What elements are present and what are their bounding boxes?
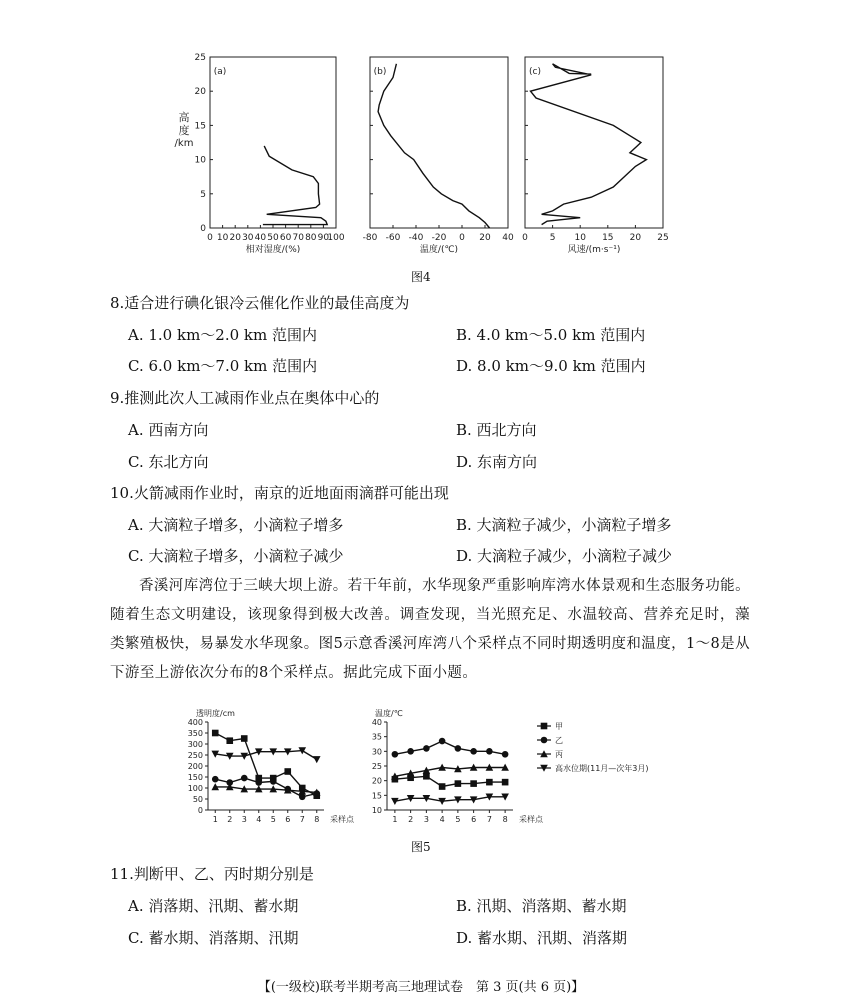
x-tick-label: 70 bbox=[292, 233, 304, 243]
data-point-square bbox=[226, 737, 233, 744]
x-tick-label: 30 bbox=[242, 233, 254, 243]
question-8-stem: 8.适合进行碘化银冷云催化作业的最佳高度为 bbox=[110, 294, 410, 312]
x-tick-label: 3 bbox=[241, 815, 247, 824]
x-tick-label: 8 bbox=[502, 815, 508, 824]
x-tick-label: -80 bbox=[362, 233, 378, 243]
x-tick-label: 20 bbox=[229, 233, 241, 243]
x-tick-label: 90 bbox=[317, 233, 330, 243]
panel-tag: (a) bbox=[213, 67, 227, 77]
figure-5-chart bbox=[372, 708, 649, 824]
x-tick-label: 100 bbox=[327, 233, 345, 243]
x-tick-label: -40 bbox=[408, 233, 424, 243]
profile-line bbox=[378, 64, 490, 228]
x-tick-label: 20 bbox=[479, 233, 491, 243]
passage-text: 香溪河库湾位于三峡大坝上游。若干年前，水华现象严重影响库湾水体景观和生态服务功能。随着生态文明建设，该现象得到极大改善。调查发现，当光照充足、水温较高、营养充足时，藻类繁殖极快，易暴发水华现象。图5示意香溪河库湾八个采样点不同时期透明度和温度，1～8是从下游至上游依次分布的8个采样点。据此完成下面小题。 bbox=[110, 578, 750, 681]
x-tick-label: -60 bbox=[385, 233, 401, 243]
y-label-line: 高 bbox=[178, 111, 190, 124]
y-tick-label: 300 bbox=[187, 740, 203, 749]
data-point-circle bbox=[439, 738, 446, 745]
y-tick-label: 10 bbox=[371, 806, 382, 815]
panel-tag: (c) bbox=[529, 67, 541, 77]
x-tick-label: 10 bbox=[574, 233, 586, 243]
question-10-stem: 10.火箭减雨作业时，南京的近地面雨滴群可能出现 bbox=[110, 484, 449, 502]
x-axis-label: 采样点 bbox=[330, 815, 354, 824]
panel-frame bbox=[210, 57, 336, 228]
x-tick-label: 4 bbox=[439, 815, 445, 824]
x-tick-label: 20 bbox=[629, 233, 642, 243]
data-point-circle bbox=[241, 775, 248, 782]
y-tick-label: 20 bbox=[371, 776, 382, 786]
data-point-square bbox=[212, 730, 219, 737]
y-label-line: /km bbox=[174, 138, 194, 149]
question-8-option-d: D. 8.0 km～9.0 km 范围内 bbox=[456, 357, 646, 375]
x-tick-label: 5 bbox=[549, 233, 556, 243]
y-tick-label: 150 bbox=[187, 773, 203, 782]
x-tick-label: 50 bbox=[267, 233, 279, 243]
data-point-square bbox=[486, 779, 493, 786]
y-tick-label: 25 bbox=[194, 53, 206, 63]
data-point-circle bbox=[541, 737, 548, 744]
x-axis-label: 相对湿度/(%) bbox=[245, 245, 301, 255]
x-tick-label: 10 bbox=[216, 233, 229, 243]
y-tick-label: 100 bbox=[187, 784, 203, 793]
x-tick-label: 60 bbox=[279, 233, 292, 243]
figure-4-panel bbox=[195, 53, 345, 255]
y-tick-label: 5 bbox=[200, 189, 206, 200]
x-tick-label: 80 bbox=[305, 233, 317, 243]
x-tick-label: 0 bbox=[459, 233, 465, 243]
y-tick-label: 10 bbox=[194, 155, 206, 166]
question-11-option-b: B. 汛期、消落期、蓄水期 bbox=[456, 897, 627, 915]
panel-frame bbox=[525, 57, 663, 228]
x-tick-label: 7 bbox=[486, 815, 492, 824]
question-11-option-d: D. 蓄水期、汛期、消落期 bbox=[456, 929, 628, 947]
x-tick-label: 7 bbox=[299, 815, 305, 824]
x-tick-label: 5 bbox=[270, 815, 276, 824]
data-point-square bbox=[455, 780, 462, 787]
figure-4 bbox=[0, 0, 842, 280]
question-10-option-d: D. 大滴粒子减少，小滴粒子减少 bbox=[456, 547, 673, 565]
legend-label: 高水位期(11月—次年3月) bbox=[555, 764, 649, 773]
y-axis-label: 温度/℃ bbox=[375, 709, 403, 718]
panel-tag: (b) bbox=[373, 67, 387, 77]
question-9-stem: 9.推测此次人工减雨作业点在奥体中心的 bbox=[110, 389, 380, 407]
y-axis-label: 透明度/cm bbox=[196, 709, 235, 718]
question-8-option-c: C. 6.0 km～7.0 km 范围内 bbox=[128, 357, 318, 375]
data-point-square bbox=[423, 773, 430, 780]
question-9-option-d: D. 东南方向 bbox=[456, 453, 538, 471]
y-tick-label: 400 bbox=[187, 718, 203, 727]
x-tick-label: 15 bbox=[602, 233, 614, 243]
x-tick-label: 1 bbox=[212, 815, 218, 824]
y-tick-label: 0 bbox=[197, 806, 203, 815]
x-tick-label: 5 bbox=[455, 815, 461, 824]
reading-passage bbox=[110, 572, 750, 688]
x-tick-label: 8 bbox=[314, 815, 320, 824]
question-11-stem: 11.判断甲、乙、丙时期分别是 bbox=[110, 865, 314, 883]
question-8-option-a: A. 1.0 km～2.0 km 范围内 bbox=[128, 326, 318, 344]
y-tick-label: 350 bbox=[187, 729, 203, 738]
data-point-circle bbox=[392, 751, 399, 758]
page-footer: 【(一级校)联考半期考高三地理试卷 第 3 页(共 6 页)】 bbox=[257, 980, 585, 995]
profile-line bbox=[263, 146, 327, 225]
legend-label: 丙 bbox=[555, 750, 563, 759]
data-point-circle bbox=[270, 778, 277, 785]
data-point-triangle-down bbox=[313, 756, 321, 763]
data-point-triangle-down bbox=[391, 798, 399, 805]
question-9-option-b: B. 西北方向 bbox=[456, 421, 537, 439]
x-axis-label: 温度/(℃) bbox=[419, 245, 459, 255]
data-point-circle bbox=[502, 751, 509, 758]
data-point-square bbox=[284, 768, 291, 775]
figure-5-chart bbox=[188, 708, 355, 824]
x-tick-label: 2 bbox=[408, 815, 414, 824]
y-tick-label: 15 bbox=[371, 791, 382, 801]
figure-5-caption: 图5 bbox=[411, 840, 431, 854]
x-tick-label: 25 bbox=[657, 233, 669, 243]
question-11-option-a: A. 消落期、汛期、蓄水期 bbox=[128, 897, 299, 915]
y-tick-label: 30 bbox=[371, 747, 382, 757]
figure-4-panel bbox=[363, 57, 514, 255]
data-point-circle bbox=[255, 779, 262, 786]
question-8-option-b: B. 4.0 km～5.0 km 范围内 bbox=[456, 326, 646, 344]
x-tick-label: 6 bbox=[471, 815, 477, 824]
figure-4-caption: 图4 bbox=[411, 270, 431, 284]
y-tick-label: 40 bbox=[371, 718, 382, 727]
panel-frame bbox=[370, 57, 508, 228]
question-10-option-b: B. 大滴粒子减少，小滴粒子增多 bbox=[456, 516, 672, 534]
figure-4-y-axis-label bbox=[175, 110, 194, 149]
data-point-circle bbox=[407, 748, 414, 755]
data-point-circle bbox=[470, 748, 477, 755]
x-tick-label: 0 bbox=[522, 233, 528, 243]
x-tick-label: 6 bbox=[285, 815, 291, 824]
profile-line bbox=[531, 64, 647, 225]
x-tick-label: -20 bbox=[431, 233, 447, 243]
data-point-circle bbox=[486, 748, 493, 755]
x-tick-label: 0 bbox=[207, 233, 213, 243]
question-11-option-c: C. 蓄水期、消落期、汛期 bbox=[128, 929, 299, 947]
x-tick-label: 4 bbox=[256, 815, 262, 824]
question-9-option-a: A. 西南方向 bbox=[128, 421, 209, 439]
data-point-circle bbox=[212, 776, 219, 783]
x-tick-label: 1 bbox=[392, 815, 398, 824]
y-tick-label: 200 bbox=[187, 762, 203, 771]
x-tick-label: 40 bbox=[254, 233, 267, 243]
data-point-square bbox=[502, 779, 509, 786]
data-point-circle bbox=[423, 745, 430, 752]
data-point-square bbox=[439, 783, 446, 790]
y-tick-label: 50 bbox=[192, 795, 203, 804]
question-10-option-c: C. 大滴粒子增多，小滴粒子减少 bbox=[128, 547, 344, 565]
question-10-option-a: A. 大滴粒子增多，小滴粒子增多 bbox=[128, 516, 344, 534]
figure-5 bbox=[0, 700, 842, 840]
y-tick-label: 20 bbox=[194, 87, 206, 98]
y-tick-label: 15 bbox=[194, 121, 206, 132]
legend-label: 甲 bbox=[555, 722, 563, 731]
data-point-square bbox=[541, 723, 548, 730]
legend-label: 乙 bbox=[555, 736, 563, 745]
y-tick-label: 250 bbox=[187, 751, 203, 760]
y-tick-label: 0 bbox=[200, 224, 206, 234]
y-tick-label: 35 bbox=[371, 732, 382, 742]
x-tick-label: 40 bbox=[502, 233, 514, 243]
x-axis-label: 采样点 bbox=[519, 815, 543, 824]
x-axis-label: 风速/(m·s⁻¹) bbox=[567, 245, 621, 255]
data-point-square bbox=[470, 780, 477, 787]
x-tick-label: 3 bbox=[423, 815, 429, 824]
data-point-square bbox=[241, 735, 248, 742]
question-9-option-c: C. 东北方向 bbox=[128, 453, 209, 471]
data-point-circle bbox=[455, 745, 462, 752]
y-tick-label: 25 bbox=[371, 762, 382, 771]
y-label-line: 度 bbox=[178, 124, 190, 137]
x-tick-label: 2 bbox=[227, 815, 233, 824]
figure-4-panel bbox=[522, 57, 669, 255]
